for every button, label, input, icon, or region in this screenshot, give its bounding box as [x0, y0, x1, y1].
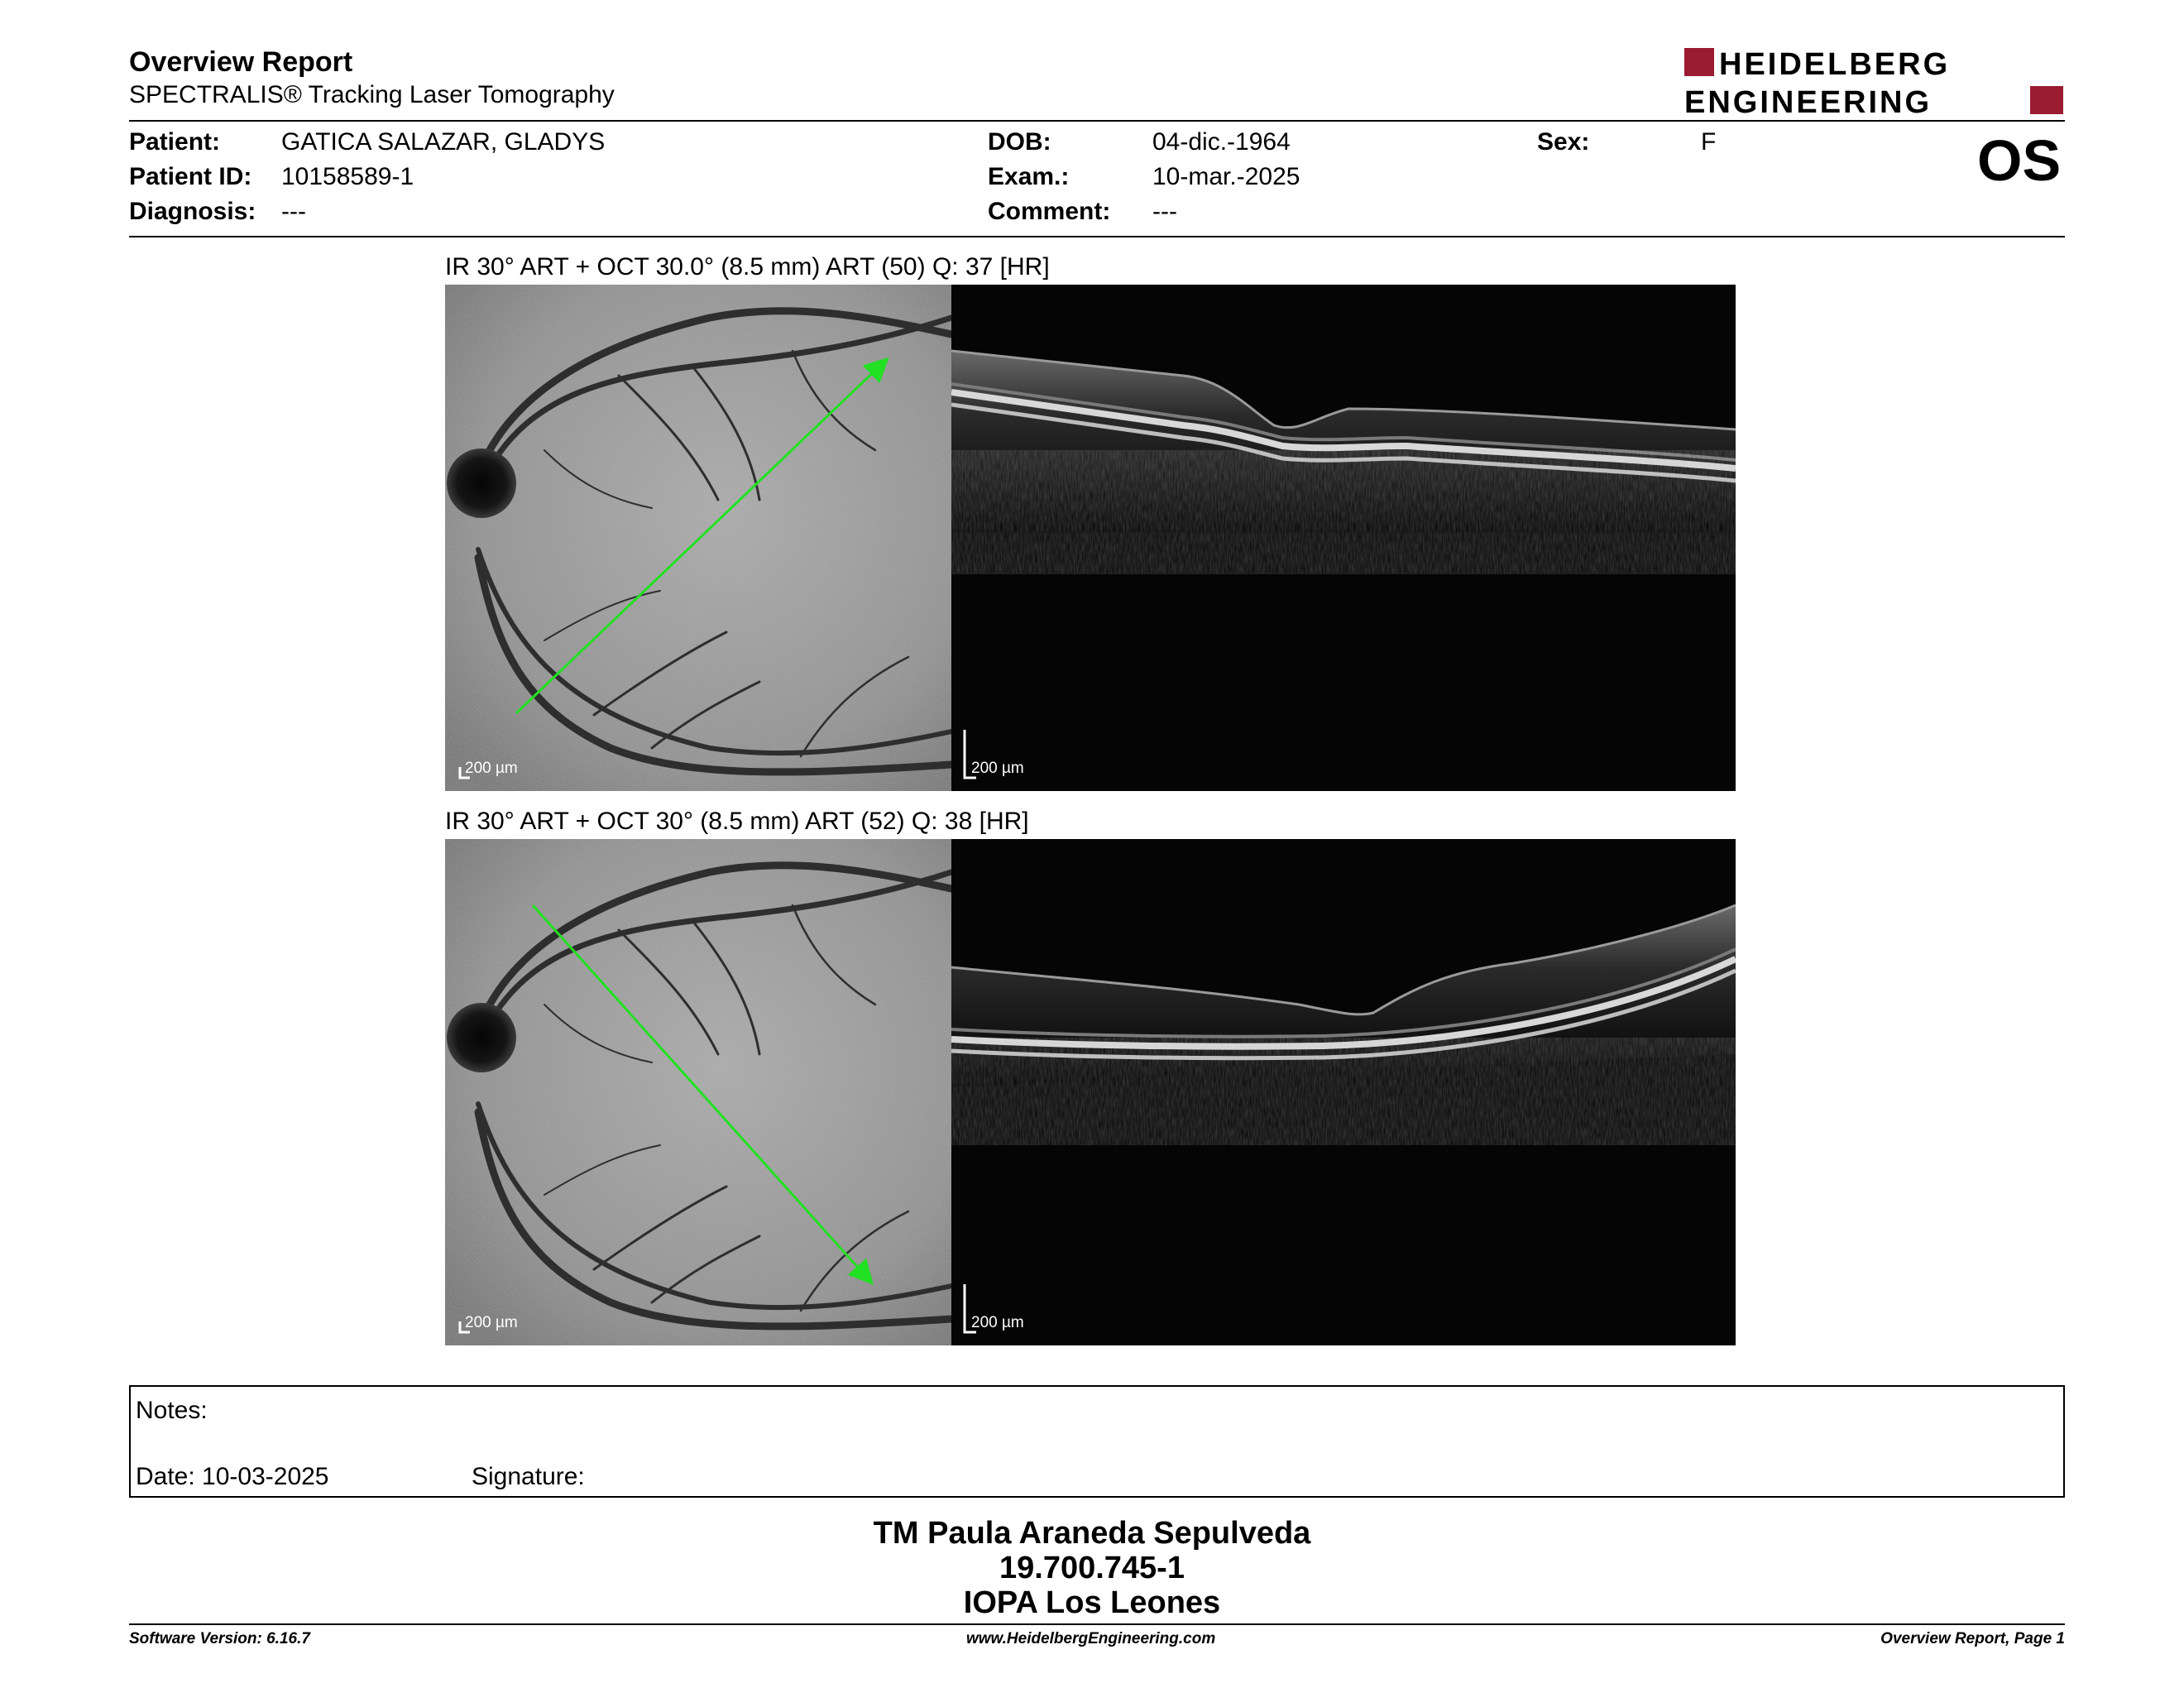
oct-bscan-1[interactable]	[951, 285, 1736, 791]
institution-name: IOPA Los Leones	[963, 1585, 1221, 1620]
patient-info-rule	[129, 236, 2065, 237]
dob-label: DOB:	[988, 128, 1051, 156]
dob-value: 04-dic.-1964	[1152, 128, 1291, 156]
diagnosis-value: ---	[281, 198, 306, 225]
report-title: Overview Report	[129, 46, 353, 78]
signature-label: Signature:	[472, 1463, 585, 1490]
fundus-scale-2: 200 µm	[465, 1314, 518, 1331]
fundus-image-1[interactable]	[445, 285, 951, 791]
patient-id-label: Patient ID:	[129, 163, 252, 190]
website-link[interactable]: www.HeidelbergEngineering.com	[966, 1630, 1216, 1647]
fundus-image-2[interactable]	[445, 839, 951, 1345]
technician-id: 19.700.745-1	[999, 1551, 1185, 1585]
diagnosis-label: Diagnosis:	[129, 198, 256, 225]
page-indicator: Overview Report, Page 1	[1880, 1630, 2065, 1647]
patient-name: GATICA SALAZAR, GLADYS	[281, 128, 606, 156]
comment-label: Comment:	[988, 198, 1111, 225]
footer-rule	[129, 1623, 2065, 1625]
header-rule	[129, 120, 2065, 122]
exam-value: 10-mar.-2025	[1152, 163, 1300, 190]
patient-label: Patient:	[129, 128, 221, 156]
logo-line-1: HEIDELBERG	[1719, 47, 1951, 82]
scan-1-title: IR 30° ART + OCT 30.0° (8.5 mm) ART (50) Q: 37 [HR]	[445, 253, 1050, 281]
comment-value: ---	[1152, 198, 1177, 225]
oct-scale-1: 200 µm	[971, 760, 1024, 777]
scan-2-title: IR 30° ART + OCT 30° (8.5 mm) ART (52) Q: 38 [HR]	[445, 808, 1029, 835]
sex-value: F	[1701, 128, 1717, 156]
logo-line-2: ENGINEERING	[1684, 85, 1933, 116]
technician-name: TM Paula Araneda Sepulveda	[873, 1516, 1311, 1551]
eye-indicator: OS	[1977, 128, 2062, 193]
oct-bscan-2[interactable]	[951, 839, 1736, 1345]
heidelberg-logo	[1684, 46, 2065, 116]
notes-label: Notes:	[136, 1397, 208, 1424]
notes-date: Date: 10-03-2025	[136, 1463, 329, 1490]
software-version: Software Version: 6.16.7	[129, 1630, 310, 1647]
exam-label: Exam.:	[988, 163, 1070, 190]
sex-label: Sex:	[1537, 128, 1590, 156]
patient-id: 10158589-1	[281, 163, 414, 190]
report-subtitle: SPECTRALIS® Tracking Laser Tomography	[129, 81, 615, 108]
oct-scale-2: 200 µm	[971, 1314, 1024, 1331]
fundus-scale-1: 200 µm	[465, 760, 518, 777]
notes-box[interactable]	[129, 1385, 2065, 1498]
